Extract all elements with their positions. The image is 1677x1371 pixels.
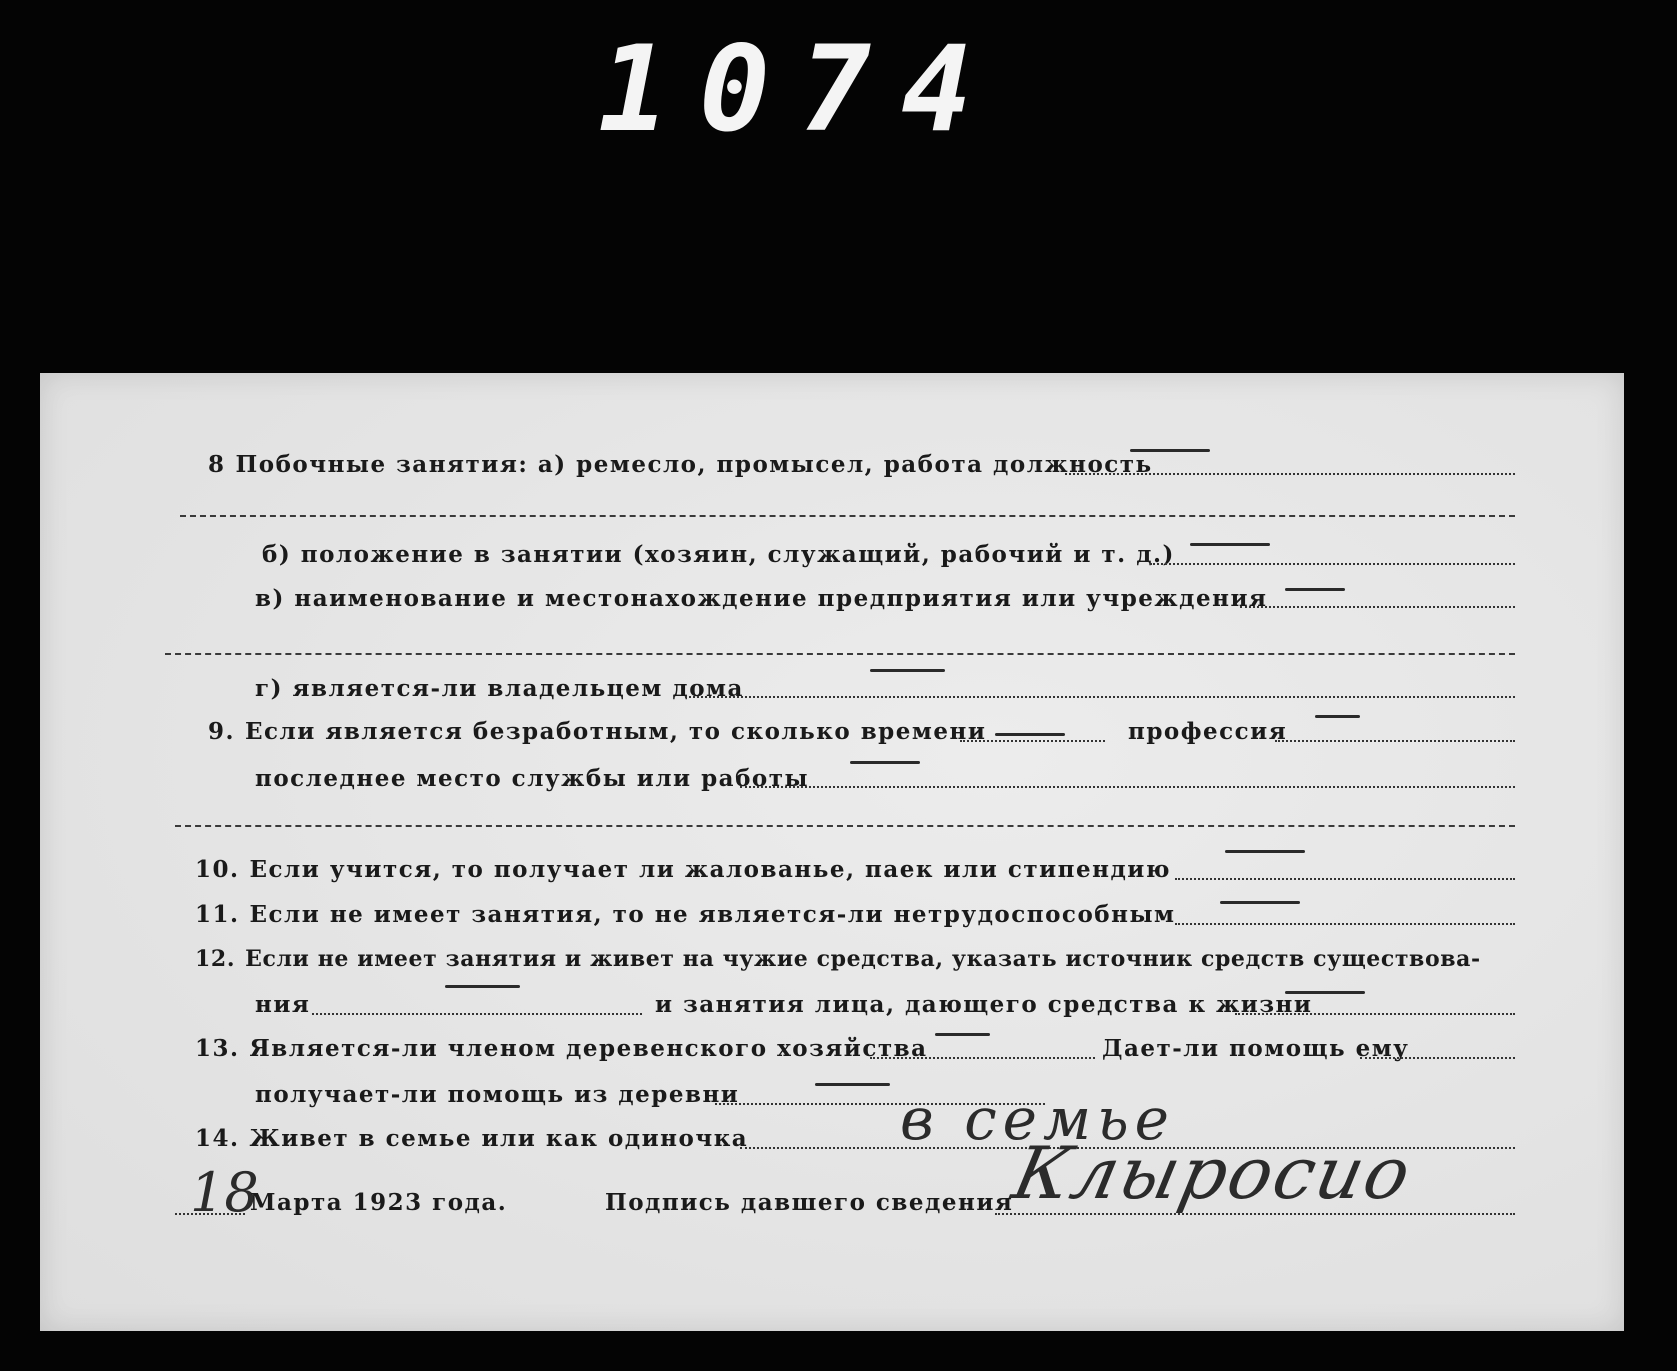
q12-cont-b: и занятия лица, дающего средства к жизни — [655, 991, 1313, 1018]
q10-line — [195, 856, 1171, 883]
q10-number: 10. — [195, 856, 240, 883]
q11-answer-line — [1175, 923, 1515, 925]
q8-g-line — [255, 675, 744, 702]
q13-member-answer-line — [870, 1057, 1095, 1059]
q11-line — [195, 901, 1176, 928]
q12-occupation-dash-mark — [1285, 991, 1365, 994]
q8-answer-line — [1065, 473, 1515, 475]
q8-g-dash-mark — [870, 669, 945, 672]
q8-v-answer-line — [1240, 606, 1515, 608]
q13-help-label: Дает-ли помощь ему — [1102, 1035, 1410, 1062]
q9-last-place-dash-mark — [850, 761, 920, 764]
q12-line — [195, 946, 1481, 972]
q13-label: Является-ли членом деревенского хозяйства — [249, 1035, 928, 1062]
q12-cont-a: ния — [255, 991, 311, 1018]
footer-date-text: Марта 1923 года. — [250, 1189, 508, 1216]
q8-dash-mark — [1130, 449, 1210, 452]
q12-number: 12. — [195, 946, 236, 972]
q13-receives-dash-mark — [815, 1083, 890, 1086]
q13-receives-line — [255, 1081, 739, 1108]
q13-receives-label: получает-ли помощь из деревни — [255, 1081, 740, 1108]
q8-b-answer-line — [1150, 563, 1515, 565]
q8-b-line — [262, 541, 1175, 568]
q8-g-label: г) является-ли владельцем дома — [255, 675, 744, 702]
q8-label: Побочные занятия: а) ремесло, промысел, работа должность — [235, 451, 1153, 478]
q8-v-dash-mark — [1285, 588, 1345, 591]
q14-number: 14. — [195, 1125, 240, 1152]
q9-profession-dash-mark — [1315, 715, 1360, 718]
q8-b-label: б) положение в занятии (хозяин, служащий, рабочий и т. д.) — [262, 541, 1175, 568]
q8-v-continuation-line — [165, 653, 1515, 655]
q12-source-answer-line — [312, 1013, 642, 1015]
q9-profession-answer-line — [1275, 740, 1515, 742]
footer-day-handwritten: 18 — [190, 1161, 259, 1224]
q9-profession-label: профессия — [1128, 718, 1288, 745]
q8-v-line — [255, 585, 1268, 612]
q9-last-place-line — [255, 765, 809, 792]
q11-number: 11. — [195, 901, 240, 928]
frame-number: 1074 — [598, 20, 1003, 158]
q8-line — [208, 451, 1153, 478]
q13-help-answer-line — [1360, 1057, 1515, 1059]
q9-time-dash-mark — [995, 733, 1065, 736]
q12-occupation-answer-line — [1235, 1013, 1515, 1015]
q13-line — [195, 1035, 928, 1062]
q12-source-dash-mark — [445, 985, 520, 988]
q10-dash-mark — [1225, 850, 1305, 853]
q13-number: 13. — [195, 1035, 240, 1062]
q14-line — [195, 1125, 748, 1152]
q9-last-place-answer-line — [740, 786, 1515, 788]
census-card — [40, 373, 1624, 1331]
q10-answer-line — [1175, 878, 1515, 880]
q9-last-place-label: последнее место службы или работы — [255, 765, 810, 792]
q12-cont-line — [255, 991, 310, 1018]
footer-signature-label: Подпись давшего сведения — [605, 1189, 1014, 1216]
q8-v-label: в) наименование и местонахождение предприятия или учреждения — [255, 585, 1268, 612]
q11-dash-mark — [1220, 901, 1300, 904]
footer-signature-handwritten: Клыросио — [1006, 1131, 1420, 1215]
q10-label: Если учится, то получает ли жалованье, паек или стипендию — [249, 856, 1171, 883]
q14-handwritten-answer: в семье — [900, 1085, 1175, 1153]
q9-line — [208, 718, 986, 745]
q9-number: 9. — [208, 718, 236, 745]
q8-continuation-line — [180, 515, 1515, 517]
q13-member-dash-mark — [935, 1033, 990, 1036]
q11-label: Если не имеет занятия, то не является-ли нетрудоспособным — [249, 901, 1176, 928]
q12-label: Если не имеет занятия и живет на чужие средства, указать источник средств существова- — [245, 946, 1481, 972]
q8-b-dash-mark — [1190, 543, 1270, 546]
footer-day-line — [175, 1213, 245, 1215]
q8-number: 8 — [208, 451, 226, 478]
q12-cont-b-line — [655, 991, 1312, 1018]
q8-g-answer-line — [685, 696, 1515, 698]
q14-label: Живет в семье или как одиночка — [249, 1125, 749, 1152]
q9-time-answer-line — [960, 740, 1105, 742]
q9-label: Если является безработным, то сколько времени — [245, 718, 987, 745]
q9-continuation-line — [175, 825, 1515, 827]
